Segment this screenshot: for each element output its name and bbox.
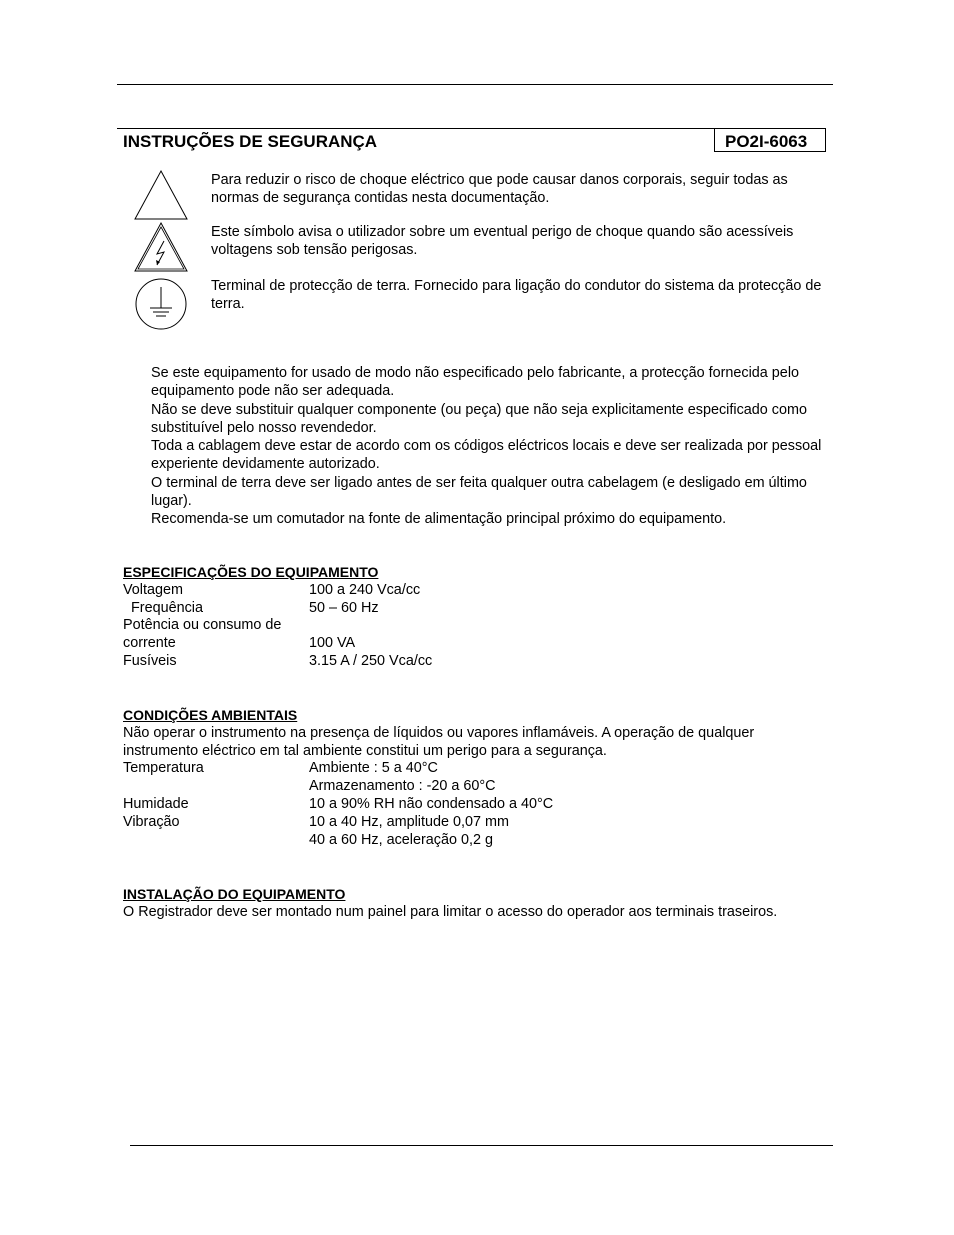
spec-label: corrente bbox=[123, 635, 176, 652]
spec-value: 3.15 A / 250 Vca/cc bbox=[309, 652, 433, 669]
env-label: Vibração bbox=[123, 813, 180, 830]
bottom-rule bbox=[130, 1145, 833, 1146]
env-value: Armazenamento : -20 a 60°C bbox=[309, 778, 496, 795]
safety-paragraph: O terminal de terra deve ser ligado antes de ser feita qualquer outra cabelagem (e desligado em último lugar). bbox=[151, 474, 807, 510]
env-value: 40 a 60 Hz, aceleração 0,2 g bbox=[309, 831, 494, 848]
env-row bbox=[123, 760, 843, 778]
title-box bbox=[117, 128, 715, 151]
env-value: 10 a 90% RH não condensado a 40°C bbox=[309, 795, 554, 812]
spec-value: 100 VA bbox=[309, 635, 356, 652]
spec-label: Frequência bbox=[123, 599, 203, 616]
title-row bbox=[117, 128, 826, 152]
safety-paragraph: Recomenda-se um comutador na fonte de alimentação principal próximo do equipamento. bbox=[151, 511, 727, 528]
symbol-text-shock: Este símbolo avisa o utilizador sobre um eventual perigo de choque quando são acessíveis voltagens sob tensão perigosas. bbox=[211, 224, 794, 258]
environment-section bbox=[123, 707, 843, 849]
symbol-text-earth: Terminal de protecção de terra. Fornecido para ligação do condutor do sistema da protecção de terra. bbox=[211, 278, 822, 312]
env-label: Temperatura bbox=[123, 760, 204, 777]
spec-label: Fusíveis bbox=[123, 652, 177, 669]
document-code: PO2I-6063 bbox=[725, 132, 808, 151]
env-value: Ambiente : 5 a 40°C bbox=[309, 760, 438, 777]
spec-row bbox=[123, 600, 843, 618]
installation-text: O Registrador deve ser montado num painel para limitar o acesso do operador aos terminais traseiros. bbox=[123, 903, 778, 920]
symbol-text-warning: Para reduzir o risco de choque eléctrico que pode causar danos corporais, seguir todas as normas de segurança contidas nesta documentação. bbox=[211, 172, 788, 206]
safety-paragraph: Toda a cablagem deve estar de acordo com os códigos eléctricos locais e deve ser realizada por pessoal experiente devidamente autorizado. bbox=[151, 438, 822, 473]
spec-row bbox=[123, 653, 843, 671]
environment-intro: Não operar o instrumento na presença de líquidos ou vapores inflamáveis. A operação de qualquer instrumento eléctrico em tal ambiente constitui um perigo para a segurança. bbox=[123, 724, 755, 759]
installation-title: INSTALAÇÃO DO EQUIPAMENTO bbox=[123, 886, 346, 902]
safety-paragraph: Se este equipamento for usado de modo não especificado pelo fabricante, a protecção fornecida pelo equipamento pode não ser adequada. bbox=[151, 365, 800, 400]
spec-value: 100 a 240 Vca/cc bbox=[309, 581, 421, 598]
general-safety-notes bbox=[151, 364, 831, 529]
env-row bbox=[123, 832, 843, 850]
spec-row bbox=[123, 617, 843, 635]
specs-title: ESPECIFICAÇÕES DO EQUIPAMENTO bbox=[123, 564, 379, 580]
top-rule bbox=[117, 84, 833, 85]
protective-earth-icon bbox=[133, 277, 189, 331]
spec-label: Voltagem bbox=[123, 581, 184, 598]
spec-value: 50 – 60 Hz bbox=[309, 599, 379, 616]
spec-row bbox=[123, 582, 843, 600]
environment-title: CONDIÇÕES AMBIENTAIS bbox=[123, 707, 298, 723]
env-row bbox=[123, 814, 843, 832]
env-row bbox=[123, 778, 843, 796]
safety-paragraph: Não se deve substituir qualquer componente (ou peça) que não seja explicitamente especificado como substituível pelo nosso revendedor. bbox=[151, 401, 807, 436]
spec-row bbox=[123, 635, 843, 653]
installation-section bbox=[123, 886, 843, 922]
warning-triangle-icon bbox=[133, 169, 189, 221]
document-code-box bbox=[714, 128, 826, 152]
spec-label: Potência ou consumo de bbox=[123, 617, 282, 634]
electric-shock-triangle-icon bbox=[133, 221, 189, 273]
specs-section bbox=[123, 564, 843, 671]
env-value: 10 a 40 Hz, amplitude 0,07 mm bbox=[309, 813, 509, 830]
page-title: INSTRUÇÕES DE SEGURANÇA bbox=[123, 132, 378, 151]
env-label: Humidade bbox=[123, 795, 189, 812]
env-row bbox=[123, 796, 843, 814]
